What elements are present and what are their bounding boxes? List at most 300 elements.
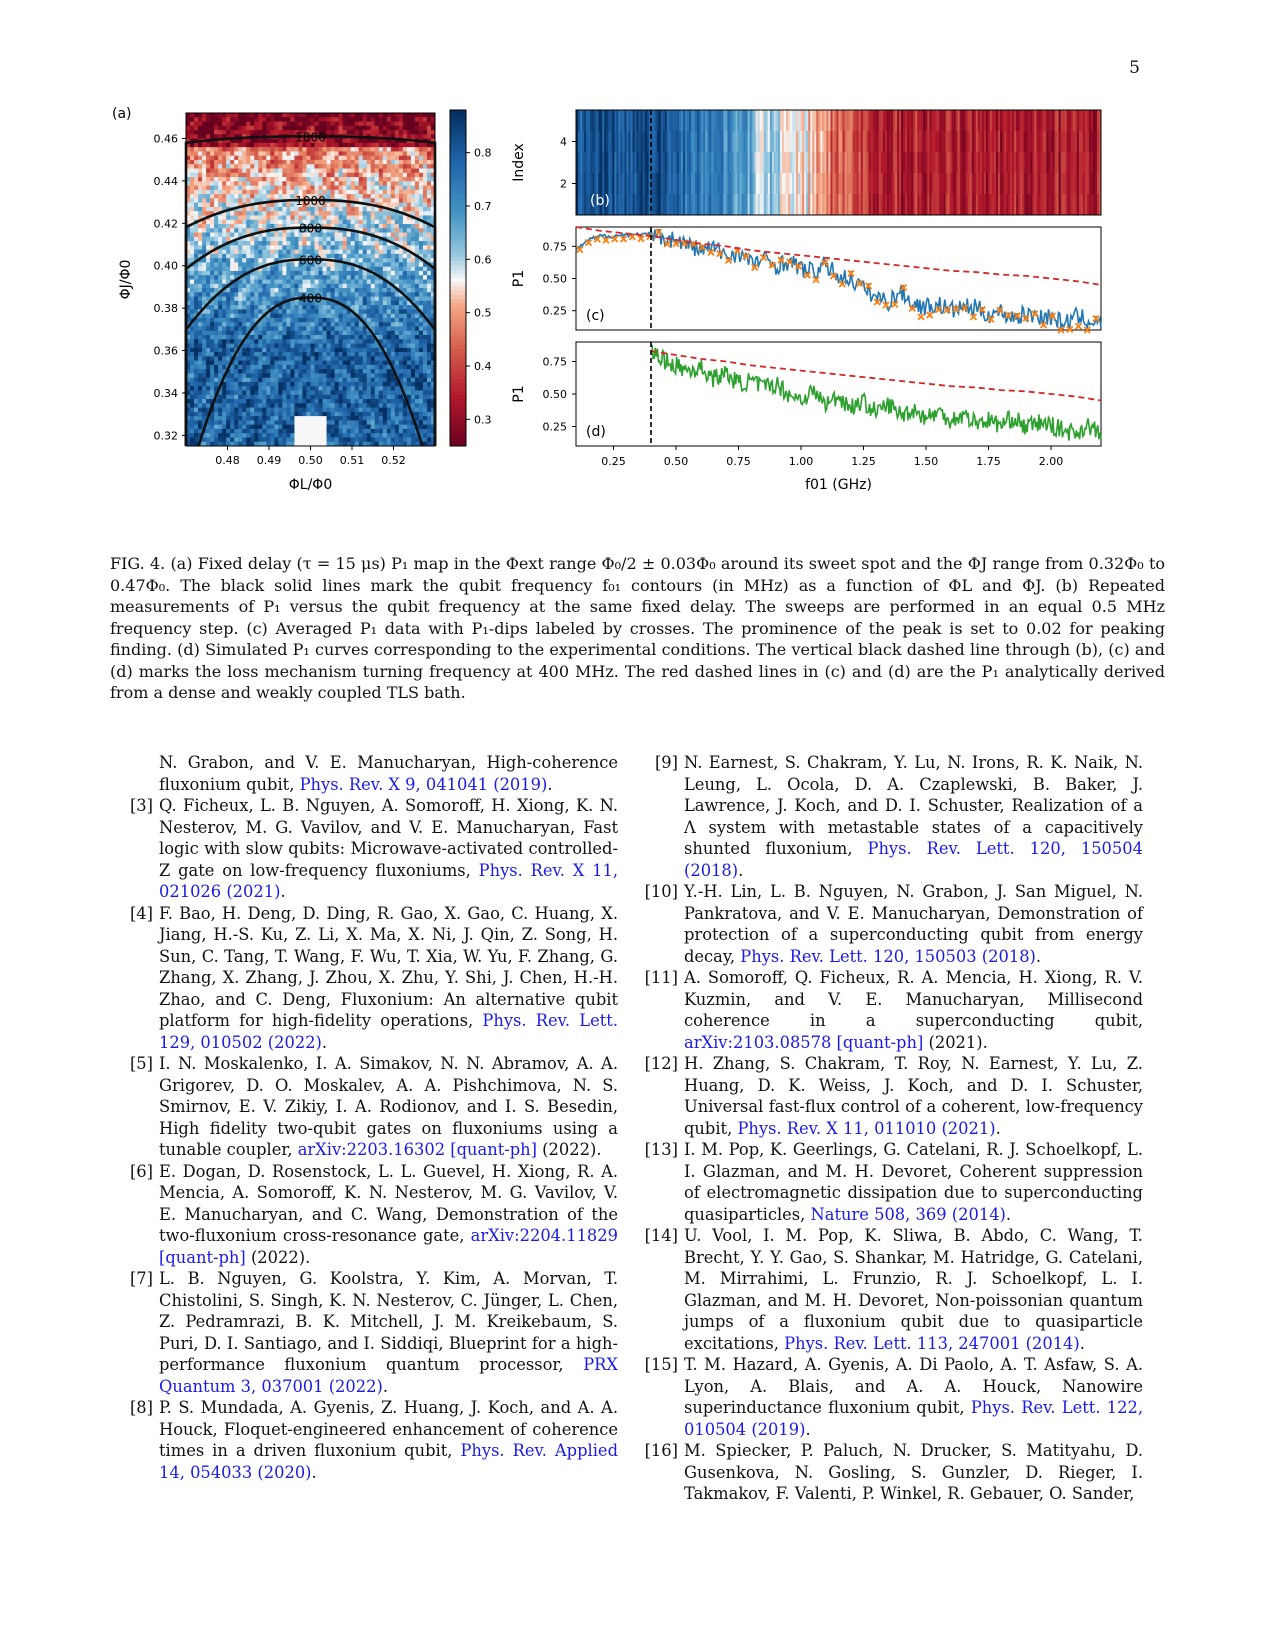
heatmap-cell bbox=[226, 275, 230, 280]
heatmap-cell bbox=[327, 169, 331, 174]
heatmap-cell bbox=[218, 339, 222, 344]
heatmap-cell bbox=[407, 369, 411, 374]
heatmap-cell bbox=[194, 280, 198, 285]
heatmap-cell bbox=[266, 331, 270, 336]
heatmap-cell bbox=[190, 309, 194, 314]
colorbar-segment bbox=[450, 152, 466, 157]
heatmap-cell bbox=[323, 391, 327, 396]
heatmap-cell bbox=[371, 386, 375, 391]
heatmap-cell bbox=[331, 352, 335, 357]
heatmap-cell bbox=[230, 275, 234, 280]
heatmap-cell bbox=[238, 186, 242, 191]
heatmap-cell bbox=[363, 420, 367, 425]
colorbar-segment bbox=[450, 286, 466, 291]
heatmap-cell bbox=[355, 271, 359, 276]
heatmap-cell bbox=[238, 262, 242, 267]
heatmap-cell bbox=[286, 395, 290, 400]
heatmap-cell bbox=[306, 420, 310, 425]
heatmap-cell bbox=[282, 356, 286, 361]
heatmap-cell bbox=[246, 143, 250, 148]
heatmap-cell bbox=[335, 403, 339, 408]
heatmap-cell bbox=[270, 352, 274, 357]
heatmap-cell bbox=[294, 361, 298, 366]
heatmap-cell bbox=[363, 429, 367, 434]
heatmap-cell bbox=[347, 181, 351, 186]
heatmap-cell bbox=[311, 331, 315, 336]
heatmap-cell bbox=[306, 356, 310, 361]
heatmap-cell bbox=[266, 348, 270, 353]
heatmap-cell bbox=[387, 228, 391, 233]
heatmap-cell bbox=[278, 386, 282, 391]
heatmap-cell bbox=[331, 386, 335, 391]
heatmap-cell bbox=[234, 190, 238, 195]
heatmap-cell bbox=[250, 211, 254, 216]
heatmap-cell bbox=[335, 233, 339, 238]
heatmap-cell bbox=[214, 156, 218, 161]
heatmap-cell bbox=[403, 117, 407, 122]
heatmap-cell bbox=[190, 437, 194, 442]
heatmap-cell bbox=[234, 181, 238, 186]
heatmap-cell bbox=[411, 271, 415, 276]
heatmap-cell bbox=[202, 395, 206, 400]
heatmap-cell bbox=[210, 420, 214, 425]
heatmap-cell bbox=[411, 403, 415, 408]
heatmap-cell bbox=[423, 356, 427, 361]
heatmap-cell bbox=[230, 220, 234, 225]
heatmap-cell bbox=[306, 181, 310, 186]
heatmap-cell bbox=[327, 425, 331, 430]
heatmap-cell bbox=[371, 416, 375, 421]
heatmap-cell bbox=[270, 373, 274, 378]
heatmap-cell bbox=[242, 292, 246, 297]
heatmap-cell bbox=[282, 314, 286, 319]
heatmap-cell bbox=[194, 271, 198, 276]
heatmap-cell bbox=[391, 348, 395, 353]
heatmap-cell bbox=[339, 113, 343, 118]
heatmap-cell bbox=[298, 391, 302, 396]
heatmap-cell bbox=[355, 391, 359, 396]
heatmap-cell bbox=[387, 262, 391, 267]
heatmap-cell bbox=[347, 331, 351, 336]
heatmap-cell bbox=[399, 373, 403, 378]
heatmap-cell bbox=[311, 395, 315, 400]
heatmap-cell bbox=[403, 305, 407, 310]
heatmap-cell bbox=[319, 173, 323, 178]
heatmap-cell bbox=[214, 416, 218, 421]
heatmap-cell bbox=[347, 254, 351, 259]
heatmap-cell bbox=[242, 245, 246, 250]
heatmap-cell bbox=[198, 373, 202, 378]
heatmap-cell bbox=[319, 314, 323, 319]
heatmap-cell bbox=[327, 207, 331, 212]
heatmap-cell bbox=[234, 412, 238, 417]
heatmap-cell bbox=[415, 318, 419, 323]
heatmap-cell bbox=[415, 314, 419, 319]
heatmap-cell bbox=[363, 190, 367, 195]
heatmap-cell bbox=[323, 215, 327, 220]
heatmap-cell bbox=[194, 288, 198, 293]
heatmap-cell bbox=[347, 373, 351, 378]
heatmap-cell bbox=[214, 284, 218, 289]
heatmap-cell bbox=[190, 331, 194, 336]
heatmap-cell bbox=[371, 412, 375, 417]
heatmap-cell bbox=[210, 122, 214, 127]
heatmap-cell bbox=[254, 164, 258, 169]
heatmap-cell bbox=[226, 386, 230, 391]
heatmap-cell bbox=[423, 326, 427, 331]
heatmap-cell bbox=[363, 143, 367, 148]
heatmap-cell bbox=[290, 318, 294, 323]
heatmap-cell bbox=[294, 433, 298, 438]
heatmap-cell bbox=[258, 309, 262, 314]
heatmap-cell bbox=[427, 194, 431, 199]
heatmap-cell bbox=[218, 361, 222, 366]
heatmap-cell bbox=[407, 378, 411, 383]
heatmap-cell bbox=[254, 220, 258, 225]
heatmap-cell bbox=[339, 352, 343, 357]
heatmap-cell bbox=[306, 305, 310, 310]
heatmap-cell bbox=[383, 160, 387, 165]
heatmap-cell bbox=[427, 365, 431, 370]
heatmap-cell bbox=[198, 301, 202, 306]
heatmap-cell bbox=[351, 245, 355, 250]
heatmap-cell bbox=[339, 322, 343, 327]
heatmap-cell bbox=[351, 130, 355, 135]
heatmap-cell bbox=[427, 339, 431, 344]
heatmap-cell bbox=[411, 134, 415, 139]
heatmap-cell bbox=[190, 164, 194, 169]
heatmap-cell bbox=[262, 245, 266, 250]
heatmap-cell bbox=[238, 314, 242, 319]
heatmap-cell bbox=[323, 437, 327, 442]
heatmap-cell bbox=[323, 160, 327, 165]
heatmap-cell bbox=[355, 117, 359, 122]
heatmap-cell bbox=[186, 113, 190, 118]
heatmap-cell bbox=[278, 297, 282, 302]
heatmap-cell bbox=[194, 275, 198, 280]
heatmap-cell bbox=[363, 331, 367, 336]
heatmap-cell bbox=[210, 267, 214, 272]
heatmap-cell bbox=[214, 429, 218, 434]
heatmap-cell bbox=[347, 147, 351, 152]
heatmap-cell bbox=[351, 382, 355, 387]
heatmap-cell bbox=[335, 173, 339, 178]
heatmap-cell bbox=[230, 147, 234, 152]
heatmap-cell bbox=[214, 361, 218, 366]
heatmap-cell bbox=[355, 177, 359, 182]
heatmap-cell bbox=[262, 429, 266, 434]
heatmap-cell bbox=[351, 186, 355, 191]
heatmap-cell bbox=[278, 425, 282, 430]
heatmap-cell bbox=[355, 237, 359, 242]
heatmap-cell bbox=[371, 250, 375, 255]
heatmap-cell bbox=[210, 207, 214, 212]
heatmap-cell bbox=[282, 156, 286, 161]
heatmap-cell bbox=[315, 181, 319, 186]
heatmap-cell bbox=[351, 224, 355, 229]
colorbar-segment bbox=[450, 223, 466, 228]
heatmap-cell bbox=[226, 408, 230, 413]
colorbar-segment bbox=[450, 131, 466, 136]
heatmap-cell bbox=[238, 164, 242, 169]
heatmap-cell bbox=[379, 369, 383, 374]
heatmap-cell bbox=[427, 250, 431, 255]
heatmap-cell bbox=[343, 151, 347, 156]
heatmap-cell bbox=[351, 194, 355, 199]
heatmap-cell bbox=[407, 335, 411, 340]
heatmap-cell bbox=[262, 160, 266, 165]
heatmap-cell bbox=[419, 207, 423, 212]
heatmap-cell bbox=[351, 284, 355, 289]
heatmap-cell bbox=[403, 326, 407, 331]
heatmap-cell bbox=[419, 177, 423, 182]
heatmap-cell bbox=[274, 280, 278, 285]
heatmap-cell bbox=[194, 241, 198, 246]
heatmap-cell bbox=[258, 331, 262, 336]
heatmap-cell bbox=[383, 122, 387, 127]
heatmap-cell bbox=[250, 305, 254, 310]
heatmap-cell bbox=[351, 335, 355, 340]
heatmap-cell bbox=[254, 117, 258, 122]
heatmap-cell bbox=[218, 301, 222, 306]
heatmap-cell bbox=[238, 215, 242, 220]
heatmap-cell bbox=[423, 382, 427, 387]
heatmap-cell bbox=[347, 211, 351, 216]
heatmap-cell bbox=[298, 433, 302, 438]
heatmap-cell bbox=[210, 130, 214, 135]
heatmap-cell bbox=[363, 181, 367, 186]
heatmap-cell bbox=[383, 373, 387, 378]
heatmap-cell bbox=[226, 331, 230, 336]
heatmap-cell bbox=[198, 361, 202, 366]
heatmap-cell bbox=[282, 126, 286, 131]
heatmap-cell bbox=[250, 373, 254, 378]
heatmap-cell bbox=[290, 339, 294, 344]
heatmap-cell bbox=[335, 207, 339, 212]
heatmap-cell bbox=[343, 288, 347, 293]
heatmap-cell bbox=[274, 267, 278, 272]
heatmap-cell bbox=[375, 113, 379, 118]
colorbar-segment bbox=[450, 253, 466, 258]
heatmap-cell bbox=[423, 147, 427, 152]
heatmap-cell bbox=[415, 169, 419, 174]
heatmap-cell bbox=[319, 433, 323, 438]
heatmap-cell bbox=[214, 194, 218, 199]
heatmap-cell bbox=[355, 190, 359, 195]
heatmap-cell bbox=[411, 348, 415, 353]
heatmap-cell bbox=[238, 250, 242, 255]
heatmap-cell bbox=[407, 326, 411, 331]
heatmap-cell bbox=[343, 314, 347, 319]
heatmap-cell bbox=[262, 233, 266, 238]
heatmap-cell bbox=[375, 382, 379, 387]
heatmap-cell bbox=[262, 344, 266, 349]
heatmap-cell bbox=[347, 391, 351, 396]
heatmap-cell bbox=[383, 126, 387, 131]
heatmap-cell bbox=[383, 164, 387, 169]
heatmap-cell bbox=[351, 173, 355, 178]
heatmap-cell bbox=[226, 378, 230, 383]
heatmap-cell bbox=[270, 160, 274, 165]
colorbar-segment bbox=[450, 265, 466, 270]
heatmap-cell bbox=[367, 194, 371, 199]
heatmap-cell bbox=[234, 177, 238, 182]
heatmap-cell bbox=[375, 245, 379, 250]
heatmap-cell bbox=[419, 169, 423, 174]
heatmap-cell bbox=[210, 186, 214, 191]
heatmap-cell bbox=[351, 416, 355, 421]
heatmap-cell bbox=[230, 309, 234, 314]
heatmap-cell bbox=[427, 160, 431, 165]
heatmap-cell bbox=[266, 169, 270, 174]
heatmap-cell bbox=[359, 395, 363, 400]
heatmap-cell bbox=[415, 173, 419, 178]
heatmap-cell bbox=[347, 280, 351, 285]
heatmap-cell bbox=[371, 395, 375, 400]
heatmap-cell bbox=[246, 314, 250, 319]
heatmap-cell bbox=[323, 395, 327, 400]
heatmap-cell bbox=[355, 301, 359, 306]
heatmap-cell bbox=[278, 292, 282, 297]
heatmap-cell bbox=[262, 391, 266, 396]
heatmap-cell bbox=[419, 147, 423, 152]
heatmap-cell bbox=[198, 331, 202, 336]
heatmap-cell bbox=[210, 284, 214, 289]
heatmap-cell bbox=[186, 122, 190, 127]
heatmap-cell bbox=[375, 326, 379, 331]
heatmap-cell bbox=[286, 164, 290, 169]
heatmap-cell bbox=[198, 143, 202, 148]
heatmap-cell bbox=[306, 177, 310, 182]
heatmap-cell bbox=[315, 173, 319, 178]
heatmap-cell bbox=[379, 391, 383, 396]
heatmap-cell bbox=[343, 395, 347, 400]
heatmap-cell bbox=[234, 258, 238, 263]
heatmap-cell bbox=[278, 412, 282, 417]
heatmap-cell bbox=[371, 194, 375, 199]
heatmap-cell bbox=[194, 169, 198, 174]
heatmap-cell bbox=[226, 412, 230, 417]
heatmap-cell bbox=[411, 258, 415, 263]
heatmap-cell bbox=[230, 301, 234, 306]
heatmap-cell bbox=[371, 365, 375, 370]
heatmap-cell bbox=[415, 365, 419, 370]
heatmap-cell bbox=[327, 314, 331, 319]
heatmap-cell bbox=[311, 386, 315, 391]
heatmap-cell bbox=[238, 335, 242, 340]
heatmap-cell bbox=[230, 408, 234, 413]
heatmap-cell bbox=[254, 271, 258, 276]
heatmap-cell bbox=[206, 130, 210, 135]
heatmap-cell bbox=[298, 386, 302, 391]
heatmap-cell bbox=[286, 425, 290, 430]
heatmap-cell bbox=[194, 186, 198, 191]
heatmap-cell bbox=[306, 215, 310, 220]
heatmap-cell bbox=[403, 344, 407, 349]
heatmap-cell bbox=[363, 314, 367, 319]
heatmap-cell bbox=[302, 113, 306, 118]
colorbar-segment bbox=[450, 362, 466, 367]
heatmap-cell bbox=[359, 399, 363, 404]
heatmap-cell bbox=[327, 382, 331, 387]
heatmap-cell bbox=[246, 173, 250, 178]
heatmap-cell bbox=[262, 292, 266, 297]
heatmap-cell bbox=[311, 373, 315, 378]
heatmap-cell bbox=[270, 173, 274, 178]
heatmap-cell bbox=[194, 361, 198, 366]
heatmap-cell bbox=[347, 399, 351, 404]
heatmap-cell bbox=[214, 373, 218, 378]
heatmap-cell bbox=[355, 322, 359, 327]
heatmap-cell bbox=[335, 130, 339, 135]
heatmap-cell bbox=[375, 211, 379, 216]
heatmap-cell bbox=[242, 326, 246, 331]
heatmap-cell bbox=[266, 267, 270, 272]
heatmap-cell bbox=[395, 348, 399, 353]
heatmap-cell bbox=[419, 186, 423, 191]
heatmap-cell bbox=[278, 437, 282, 442]
heatmap-cell bbox=[363, 382, 367, 387]
heatmap-cell bbox=[254, 429, 258, 434]
heatmap-cell bbox=[222, 348, 226, 353]
heatmap-cell bbox=[319, 335, 323, 340]
heatmap-cell bbox=[383, 169, 387, 174]
heatmap-cell bbox=[270, 139, 274, 144]
heatmap-cell bbox=[323, 361, 327, 366]
heatmap-cell bbox=[327, 378, 331, 383]
heatmap-cell bbox=[319, 215, 323, 220]
heatmap-cell bbox=[218, 113, 222, 118]
heatmap-cell bbox=[230, 160, 234, 165]
heatmap-cell bbox=[274, 177, 278, 182]
heatmap-cell bbox=[399, 271, 403, 276]
heatmap-cell bbox=[343, 275, 347, 280]
colorbar-segment bbox=[450, 312, 466, 317]
heatmap-cell bbox=[319, 267, 323, 272]
heatmap-cell bbox=[278, 122, 282, 127]
heatmap-cell bbox=[427, 181, 431, 186]
heatmap-cell bbox=[194, 297, 198, 302]
heatmap-cell bbox=[387, 215, 391, 220]
heatmap-cell bbox=[210, 361, 214, 366]
heatmap-cell bbox=[359, 215, 363, 220]
heatmap-cell bbox=[230, 416, 234, 421]
heatmap-cell bbox=[403, 433, 407, 438]
heatmap-cell bbox=[258, 224, 262, 229]
heatmap-cell bbox=[371, 369, 375, 374]
heatmap-cell bbox=[254, 425, 258, 430]
heatmap-cell bbox=[254, 190, 258, 195]
heatmap-cell bbox=[399, 254, 403, 259]
heatmap-cell bbox=[298, 378, 302, 383]
heatmap-cell bbox=[286, 181, 290, 186]
heatmap-cell bbox=[399, 250, 403, 255]
heatmap-cell bbox=[206, 335, 210, 340]
heatmap-cell bbox=[367, 262, 371, 267]
heatmap-cell bbox=[298, 395, 302, 400]
heatmap-cell bbox=[202, 122, 206, 127]
heatmap-cell bbox=[399, 403, 403, 408]
heatmap-cell bbox=[278, 314, 282, 319]
heatmap-cell bbox=[242, 164, 246, 169]
heatmap-cell bbox=[419, 228, 423, 233]
heatmap-cell bbox=[427, 292, 431, 297]
heatmap-cell bbox=[355, 224, 359, 229]
heatmap-cell bbox=[315, 433, 319, 438]
heatmap-cell bbox=[415, 369, 419, 374]
heatmap-cell bbox=[286, 262, 290, 267]
heatmap-cell bbox=[222, 318, 226, 323]
